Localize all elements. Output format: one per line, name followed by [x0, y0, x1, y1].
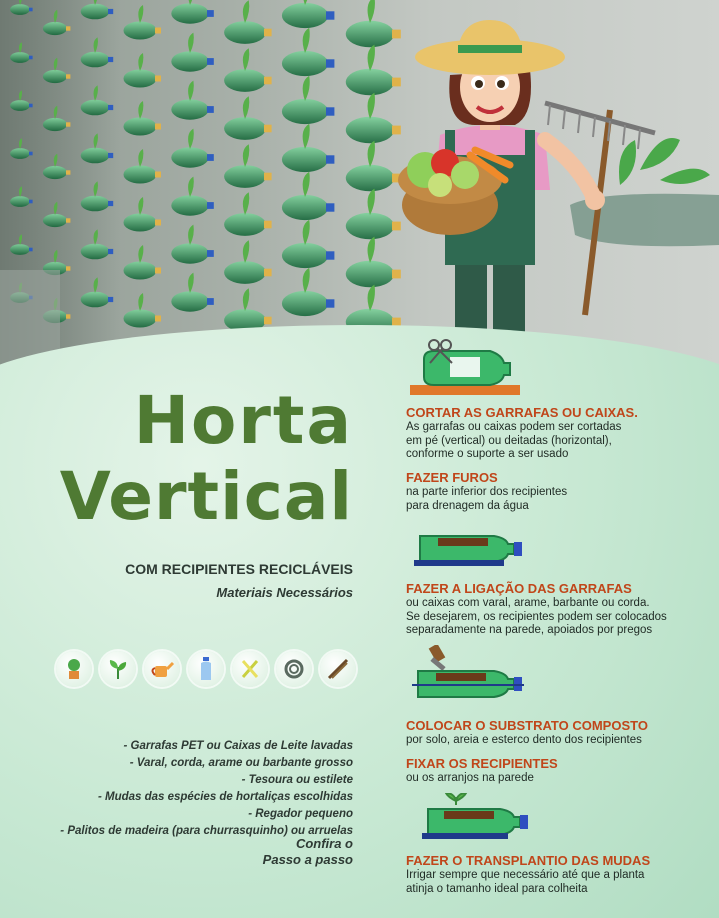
bottle-planter: [43, 22, 67, 35]
step-6-title: FAZER O TRANSPLANTIO DAS MUDAS: [406, 853, 651, 868]
bottle-planter: [171, 243, 208, 263]
bottle-planter: [171, 195, 208, 215]
subtitle: COM RECIPIENTES RECICLÁVEIS: [125, 561, 353, 577]
title-line-1: Horta: [133, 382, 353, 459]
bottle-planter: [171, 291, 208, 311]
bottle-planter: [81, 100, 110, 116]
bottle-planter: [124, 118, 157, 136]
bottle-planter: [282, 99, 328, 124]
gardener-illustration: [385, 15, 665, 335]
step-3-title: FAZER A LIGAÇÃO DAS GARRAFAS: [406, 581, 632, 596]
step-3-text: ou caixas com varal, arame, barbante ou corda. Se desejarem, os recipientes podem ser colocados separadamente na parede, apoiados por pregos: [406, 597, 667, 636]
bottle-planter: [224, 117, 266, 140]
connected-bottle-icon: [412, 645, 524, 701]
list-item: - Garrafas PET ou Caixas de Leite lavadas: [123, 740, 353, 752]
bottle-with-holes-icon: [414, 528, 524, 568]
bottle-planter: [10, 4, 30, 15]
title-line-2: Vertical: [59, 458, 353, 535]
bottle-planter: [10, 52, 30, 63]
bottle-planter: [171, 51, 208, 71]
bottle-planter: [81, 244, 110, 260]
bottle-planter: [224, 213, 266, 236]
materials-list: [60, 738, 353, 840]
bottle-planter: [81, 52, 110, 68]
scissors-icon: [232, 651, 268, 687]
list-item: - Mudas das espécies de hortaliças escolhidas: [97, 791, 353, 803]
bottle-planter: [171, 3, 208, 23]
bottle-planter: [124, 262, 157, 280]
bottle-planter: [10, 100, 30, 111]
plant-pot-icon: [56, 651, 92, 687]
materials-heading: Materiais Necessários: [216, 585, 353, 600]
page-title: [59, 382, 353, 535]
list-item: - Tesoura ou estilete: [241, 774, 353, 786]
bottle-planter: [10, 148, 30, 159]
bottle-planter: [124, 214, 157, 232]
step-4-title: COLOCAR O SUBSTRATO COMPOSTO: [406, 718, 648, 733]
bottle-planter: [224, 21, 266, 44]
step-5-text: ou os arranjos na parede: [406, 772, 534, 784]
list-item: - Regador pequeno: [248, 808, 353, 820]
bottle-planter: [171, 147, 208, 167]
bottle-planter: [124, 310, 157, 328]
bottle-planter: [81, 292, 110, 308]
confira-note: [263, 836, 353, 868]
bottle-planter: [282, 3, 328, 28]
plastic-bottle-icon: [188, 651, 224, 687]
step-5-title: FIXAR OS RECIPIENTES: [406, 756, 558, 771]
list-item: - Palitos de madeira (para churrasquinho) ou arruelas: [60, 825, 353, 837]
cut-bottle-icon: [410, 335, 520, 403]
step-4-text: por solo, areia e esterco dento dos recipientes: [406, 734, 642, 746]
bottle-planter: [171, 99, 208, 119]
bottle-planter: [124, 70, 157, 88]
step-1-text: As garrafas ou caixas podem ser cortadas em pé (vertical) ou deitadas (horizontal), conforme o suporte a ser usado: [406, 421, 622, 460]
bottle-planter: [282, 291, 328, 316]
bottle-planter: [282, 195, 328, 220]
bottle-planter: [224, 165, 266, 188]
seedling-icon: [100, 651, 136, 687]
step-2-title: FAZER FUROS: [406, 470, 498, 485]
bottle-planter: [124, 166, 157, 184]
bottle-planter: [81, 148, 110, 164]
step-6-text: Irrigar sempre que necessário até que a planta atinja o tamanho ideal para colheita: [406, 869, 645, 895]
bottle-with-seedling-icon: [422, 793, 528, 843]
rope-icon: [276, 651, 312, 687]
wooden-sticks-icon: [320, 651, 356, 687]
list-item: - Varal, corda, arame ou barbante grosso: [129, 757, 353, 769]
bottle-planter: [43, 166, 67, 179]
materials-icons-row: [56, 651, 356, 687]
confira-line-2: Passo a passo: [262, 852, 353, 867]
watering-can-icon: [144, 651, 180, 687]
step-2-text: na parte inferior dos recipientes para drenagem da água: [406, 486, 568, 512]
bottle-planter: [81, 4, 110, 20]
bottle-planter: [43, 118, 67, 131]
bottle-planter: [282, 147, 328, 172]
confira-line-1: Confira o: [295, 836, 353, 851]
bottle-planter: [224, 69, 266, 92]
step-1-title: CORTAR AS GARRAFAS OU CAIXAS.: [406, 405, 638, 420]
bottle-planter: [282, 243, 328, 268]
bottle-planter: [43, 214, 67, 227]
bottle-planter: [10, 244, 30, 255]
bottle-planter: [224, 261, 266, 284]
bottle-planter: [124, 22, 157, 40]
bottle-planter: [282, 51, 328, 76]
bottle-planter: [43, 70, 67, 83]
bottle-planter: [10, 196, 30, 207]
bottle-planter: [81, 196, 110, 212]
